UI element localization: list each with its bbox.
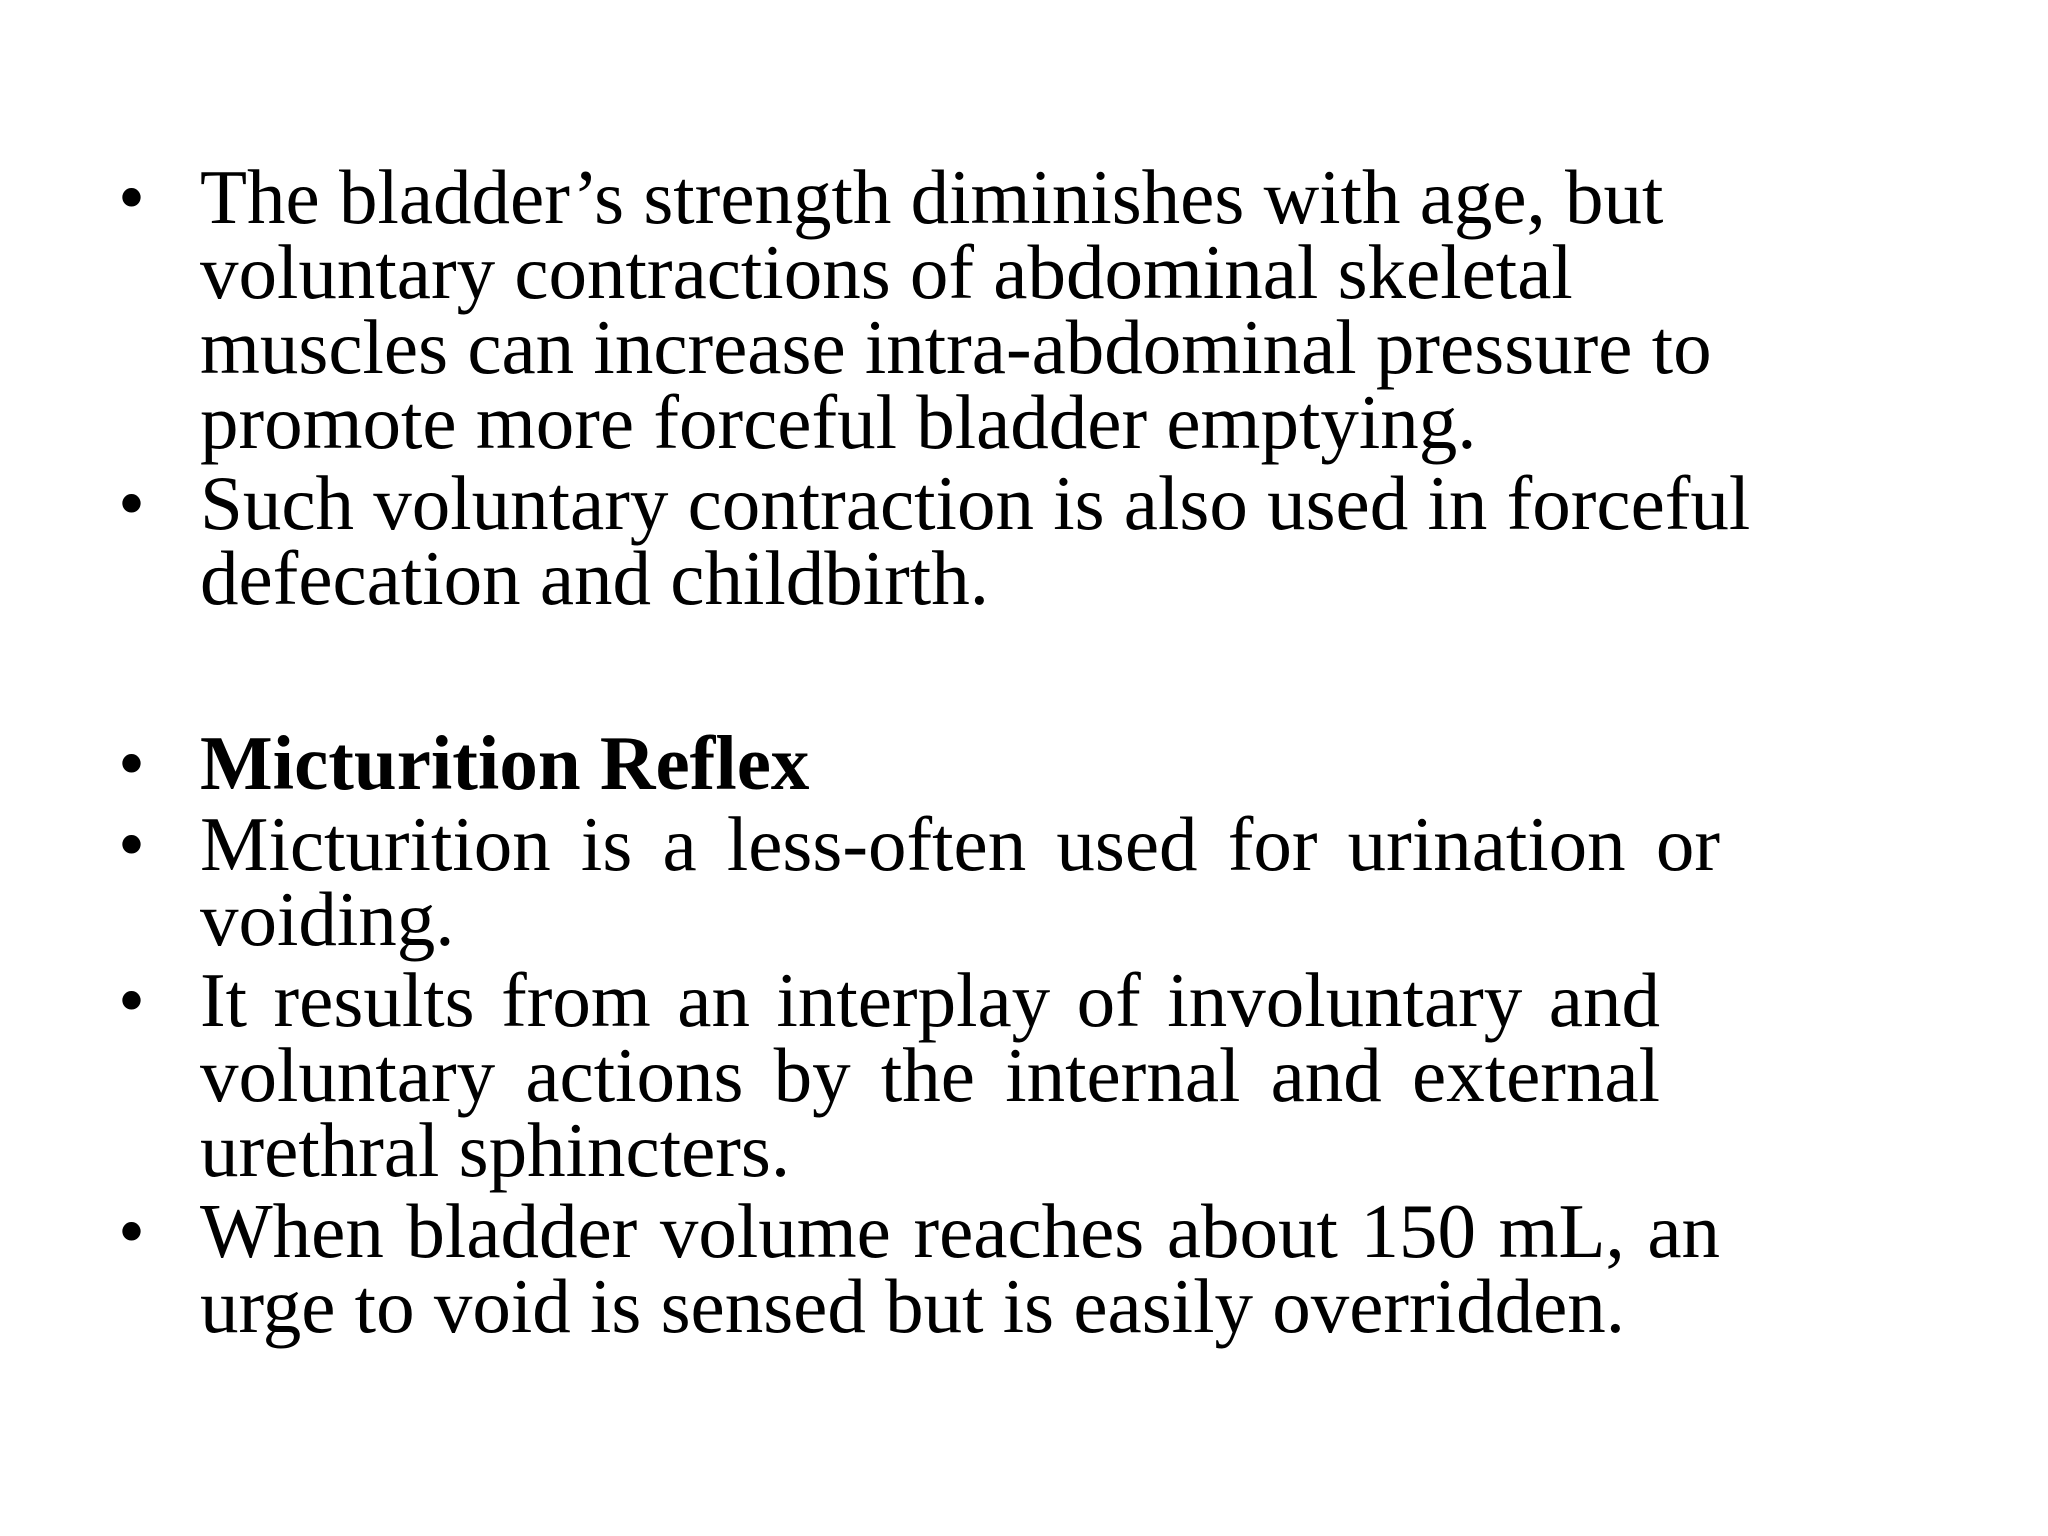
bullet-text: It results from an interplay of involuntary and voluntary actions by the internal and external urethral sphincters. <box>200 957 1660 1193</box>
bullet-item-sphincter-interplay <box>118 957 1660 1193</box>
bullet-dot: • <box>118 957 145 1043</box>
bullet-text: The bladder’s strength diminishes with age, but voluntary contractions of abdominal skeletal muscles can increase intra-abdominal pressure to promote more forceful bladder emptying. <box>200 154 1712 465</box>
bullet-item-voluntary-contraction <box>118 460 1800 621</box>
section-heading: Micturition Reflex <box>200 720 810 806</box>
bullet-dot: • <box>118 154 145 240</box>
bullet-text: Such voluntary contraction is also used in forceful defecation and childbirth. <box>200 460 1751 621</box>
bullet-dot: • <box>118 720 145 806</box>
bullet-item-micturition-definition <box>118 801 1720 962</box>
bullet-text: When bladder volume reaches about 150 mL, an urge to void is sensed but is easily overridden. <box>200 1188 1720 1349</box>
bullet-dot: • <box>118 460 145 546</box>
bullet-item-bladder-volume <box>118 1188 1720 1349</box>
bullet-dot: • <box>118 1188 145 1274</box>
bullet-dot: • <box>118 801 145 887</box>
bullet-item-bladder-strength <box>118 154 1800 465</box>
bullet-item-micturition-reflex-heading <box>118 720 1938 806</box>
bullet-list <box>118 154 1938 1349</box>
bullet-text: Micturition is a less-often used for urination or voiding. <box>200 801 1720 962</box>
